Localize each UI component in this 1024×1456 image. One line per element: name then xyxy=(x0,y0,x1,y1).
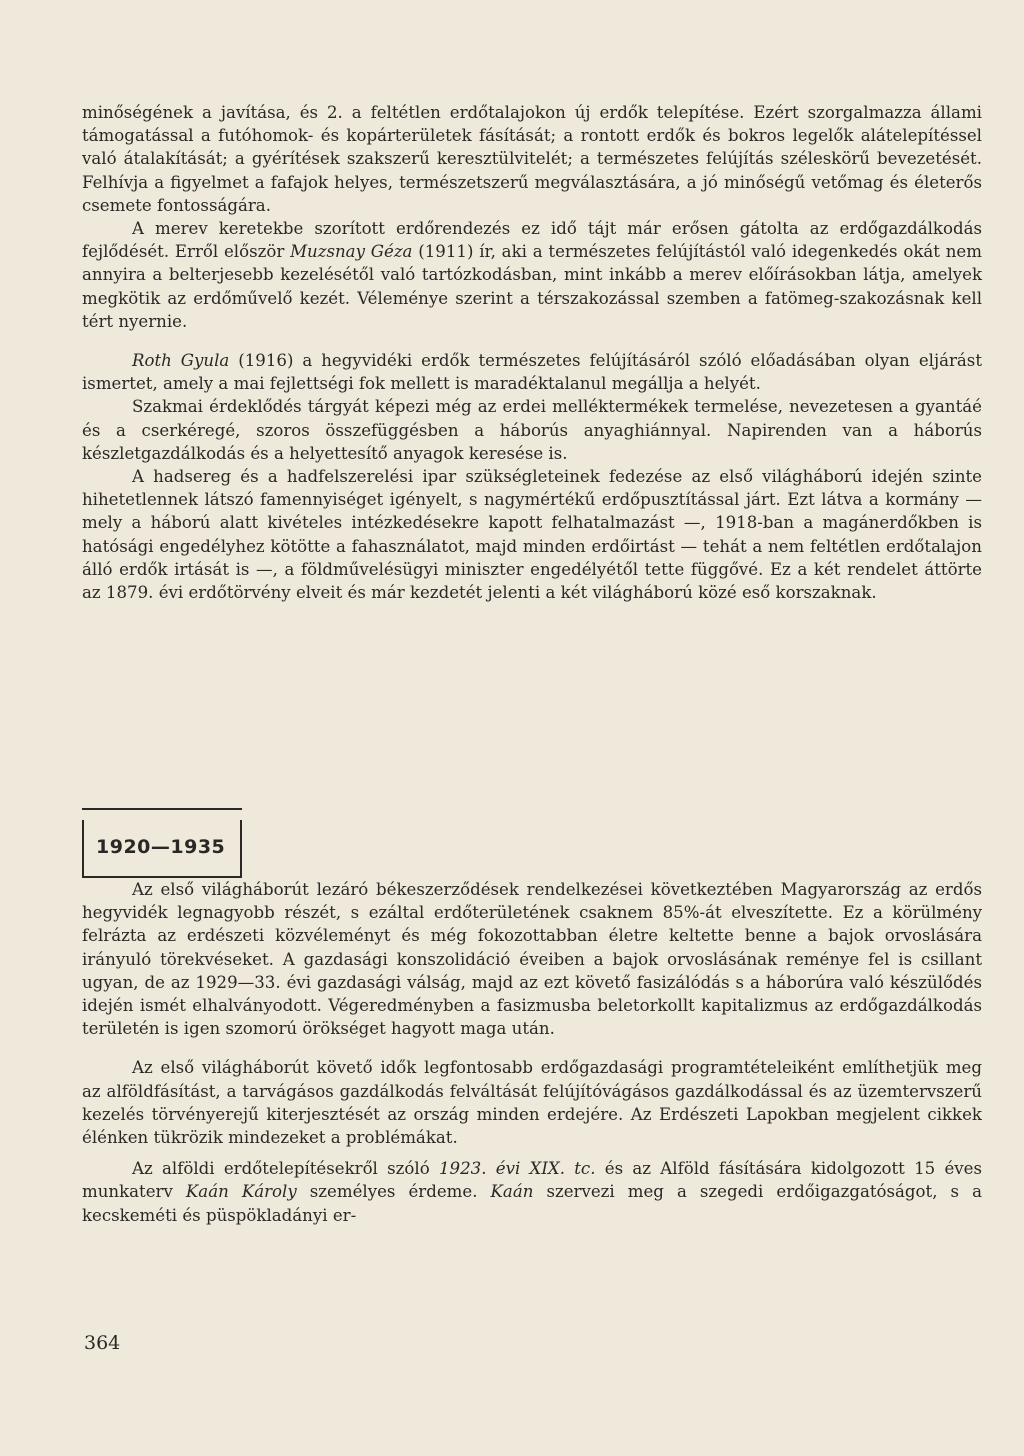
spacer xyxy=(82,1149,982,1157)
paragraph: Az első világháborút lezáró békeszerződések rendelkezései következtében Magyarország az erdős hegyvidék legnagyobb részét, s ezáltal erdőterületének csaknem 85%-át elveszítette. Ez a körülmény felrázta az erdészeti közvéleményt és még fokozottabban életre keltette benne a bajok orvoslására irányuló törekvéseket. A gazdasági konszolidáció éveiben a bajok orvoslásának reménye fel is csillant ugyan, de az 1929—33. évi gazdasági válság, majd az ezt követő fasizálódás s a háborúra való készülődés idején ismét elhalványodott. Végeredményben a fasizmusba beletorkollt kapitalizmus az erdőgazdálkodás területén is igen szomorú örökséget hagyott maga után. xyxy=(82,880,982,1039)
law-reference: 1923. évi XIX. tc. xyxy=(438,1159,596,1179)
paragraph: A hadsereg és a hadfelszerelési ipar szükségleteinek fedezése az első világháború idején szinte hihetetlennek látszó famennyiséget igényelt, s nagymértékű erdőpusztítással járt. Ezt látva a kormány — mely a háború alatt kivételes intézkedésekre kapott felhatalmazást —, 1918-ban a magánerdőkben is hatósági engedélyhez kötötte a fahasználatot, majd minden erdőirtást — tehát a nem feltétlen erdőtalajon álló erdők irtását is —, a földművelésügyi miniszter engedélyétől tette függővé. Ez a két rendelet áttörte az 1879. évi erdőtörvény elveit és már kezdetét jelenti a két világháború közé eső korszaknak. xyxy=(82,467,982,603)
text-run: (1916) a hegyvidéki erdők természetes felújításáról szóló előadásában olyan eljárást ismertet, amely a mai fejlettségi fok mellett is maradéktalanul megállja a helyét. xyxy=(82,351,982,394)
paragraph xyxy=(82,217,982,333)
section-heading-box xyxy=(82,808,242,878)
text-run: (1911) ír, aki a természetes felújítástól való idegenkedés okát nem annyira a belterjesebb kezelésétől való tartózkodásban, mint inkább a merev előírásokban látja, amelyek megkötik az erdőművelő kezét. Véleménye szerint a térszakozással szemben a fatömeg-szakozásnak kell tért nyernie. xyxy=(82,242,982,331)
divider xyxy=(82,820,84,878)
section-1920-1935-text xyxy=(82,878,982,1227)
paragraph xyxy=(82,1157,982,1227)
author-name: Kaán Károly xyxy=(185,1182,297,1202)
text-run: és az Alföld fásítására kidolgozott 15 éves munkaterv xyxy=(82,1159,982,1202)
page-number: 364 xyxy=(84,1332,121,1354)
author-name: Kaán xyxy=(490,1182,534,1202)
text-run: szervezi meg a szegedi erdőigazgatóságot, s a kecskeméti és püspökladányi er- xyxy=(82,1182,982,1225)
divider xyxy=(240,820,242,878)
paragraph xyxy=(82,349,982,395)
spacer xyxy=(82,1040,982,1056)
spacer xyxy=(82,333,982,349)
section-1900s-text xyxy=(82,101,982,604)
paragraph: Szakmai érdeklődés tárgyát képezi még az erdei melléktermékek termelése, nevezetesen a gyantáé és a cserkéregé, szoros összefüggésben a háborús anyaghiánnyal. Napirenden van a háborús készletgazdálkodás és a helyettesítő anyagok keresése is. xyxy=(82,397,982,463)
text-run: A merev keretekbe szorított erdőrendezés ez idő tájt már erősen gátolta az erdőgazdálkodás fejlődését. Erről először xyxy=(82,219,982,262)
text-run: személyes érdeme. xyxy=(296,1182,491,1202)
paragraph: minőségének a javítása, és 2. a feltétlen erdőtalajokon új erdők telepítése. Ezért szorgalmazza állami támogatással a futóhomok- és kopárterületek fásítását; a rontott erdők és bokros legelők alátelepítéssel való átalakítását; a gyérítések szakszerű keresztülvitelét; a természetes felújítás széleskörű bevezetését. Felhívja a figyelmet a fafajok helyes, természetszerű megválasztására, a jó minőségű vetőmag és életerős csemete fontosságára. xyxy=(82,103,982,215)
text-run: Az alföldi erdőtelepítésekről szóló xyxy=(132,1159,439,1179)
divider xyxy=(82,808,242,810)
section-heading: 1920—1935 xyxy=(96,836,226,858)
paragraph: Az első világháborút követő idők legfontosabb erdőgazdasági programtételeiként említhetjük meg az alföldfásítást, a tarvágásos gazdálkodás felváltását felújítóvágásos gazdálkodással és az üzemtervszerű kezelés törvényerejű kiterjesztését az ország minden erdejére. Az Erdészeti Lapokban megjelent cikkek élénken tükrözik mindezeket a problémákat. xyxy=(82,1058,982,1148)
author-name: Muzsnay Géza xyxy=(290,242,413,262)
author-name: Roth Gyula xyxy=(132,351,230,371)
